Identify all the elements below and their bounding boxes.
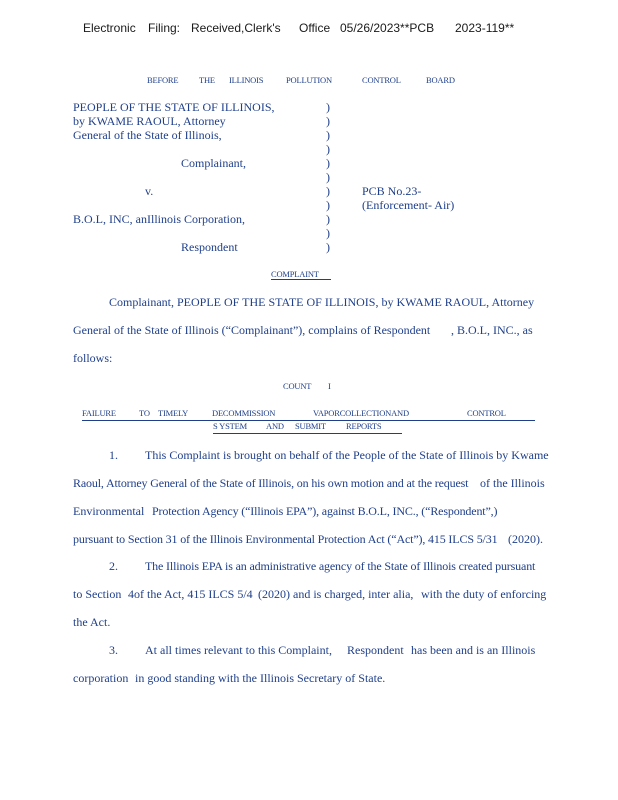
caption-paren: ) xyxy=(326,198,330,212)
count-number: I xyxy=(328,381,331,391)
intro-line2b: , B.O.L, INC., as xyxy=(451,323,533,337)
heading-the: THE xyxy=(199,75,215,85)
filing-electronic: Electronic xyxy=(83,21,136,35)
count-word: COUNT xyxy=(283,381,312,391)
count-decommission: DECOMMISSION xyxy=(212,408,276,418)
heading-before: BEFORE xyxy=(147,75,179,85)
count-to: TO xyxy=(139,408,150,418)
intro-line3: follows: xyxy=(73,351,113,365)
caption-respondent-label: Respondent xyxy=(181,240,238,254)
count-subtitle-underline-2 xyxy=(213,433,402,434)
p1-line4a: pursuant to Section 31 of the Illinois Environmental Protection Act (“Act”), 415 ILCS 5/31 xyxy=(73,532,498,546)
caption-paren: ) xyxy=(326,240,330,254)
p2-line2d: (2020) and is charged, inter alia, xyxy=(258,587,414,601)
p3-number: 3. xyxy=(109,643,118,657)
caption-case-number: PCB No.23- xyxy=(362,184,422,198)
p1-line1: This Complaint is brought on behalf of the People of the State of Illinois by Kwame xyxy=(145,448,549,462)
filing-date: 05/26/2023**PCB xyxy=(340,21,435,35)
p2-line1: The Illinois EPA is an administrative agency of the State of Illinois created pursuant xyxy=(145,559,536,573)
heading-control: CONTROL xyxy=(362,75,401,85)
p3-line1a: At all times relevant to this Complaint, xyxy=(145,643,332,657)
p1-line3b: Protection Agency (“Illinois EPA”), against B.O.L, INC., (“Respondent”,) xyxy=(152,504,498,518)
caption-paren: ) xyxy=(326,156,330,170)
p3-line1c: has been and is an Illinois xyxy=(411,643,536,657)
caption-paren: ) xyxy=(326,170,330,184)
p1-line2b: of the Illinois xyxy=(480,476,545,490)
count-and: AND xyxy=(266,421,284,431)
heading-pollution: POLLUTION xyxy=(286,75,332,85)
caption-plaintiff-line3: General of the State of Illinois, xyxy=(73,128,222,142)
filing-office: Office xyxy=(299,21,331,35)
caption-plaintiff-line1: PEOPLE OF THE STATE OF ILLINOIS, xyxy=(73,100,275,114)
caption-paren: ) xyxy=(326,114,330,128)
p2-line2c: of the Act, 415 ILCS 5/4 xyxy=(134,587,253,601)
caption-defendant: B.O.L, INC, anIllinois Corporation, xyxy=(73,212,245,226)
p2-line3: the Act. xyxy=(73,615,111,629)
caption-case-type: (Enforcement- Air) xyxy=(362,198,455,212)
p3-line2b: in good standing with the Illinois Secretary of State. xyxy=(135,671,386,685)
p3-line1b: Respondent xyxy=(347,643,404,657)
caption-paren: ) xyxy=(326,142,330,156)
filing-received: Received,Clerk's xyxy=(191,21,281,35)
count-reports: REPORTS xyxy=(346,421,382,431)
count-failure: FAILURE xyxy=(82,408,116,418)
intro-line1: Complainant, PEOPLE OF THE STATE OF ILLINOIS, by KWAME RAOUL, Attorney xyxy=(109,295,535,309)
p1-number: 1. xyxy=(109,448,118,462)
caption-versus: v. xyxy=(145,184,154,198)
filing-case-number: 2023-119** xyxy=(455,21,515,35)
caption-paren: ) xyxy=(326,226,330,240)
caption-plaintiff-line2: by KWAME RAOUL, Attorney xyxy=(73,114,226,128)
count-control: CONTROL xyxy=(467,408,506,418)
caption-paren: ) xyxy=(326,212,330,226)
count-system: S YSTEM xyxy=(213,421,247,431)
caption-paren: ) xyxy=(326,128,330,142)
caption-paren: ) xyxy=(326,100,330,114)
p2-line2a: to Section xyxy=(73,587,122,601)
p1-line3a: Environmental xyxy=(73,504,145,518)
p2-line2b: 4 xyxy=(128,587,134,601)
caption-paren-column xyxy=(326,100,330,254)
intro-line2a: General of the State of Illinois (“Complainant”), complains of Respondent xyxy=(73,323,431,337)
complaint-title: COMPLAINT xyxy=(271,269,331,280)
p1-line2a: Raoul, Attorney General of the State of Illinois, on his own motion and at the request xyxy=(73,476,469,490)
p1-line4b: (2020). xyxy=(508,532,543,546)
heading-illinois: ILLINOIS xyxy=(229,75,264,85)
p3-line2a: corporation xyxy=(73,671,129,685)
p2-number: 2. xyxy=(109,559,118,573)
caption-complainant-label: Complainant, xyxy=(181,156,246,170)
heading-board: BOARD xyxy=(426,75,455,85)
count-vapor: VAPORCOLLECTIONAND xyxy=(313,408,409,418)
count-submit: SUBMIT xyxy=(295,421,326,431)
filing-label: Filing: xyxy=(148,21,181,35)
count-timely: TIMELY xyxy=(158,408,189,418)
p2-line2e: with the duty of enforcing xyxy=(421,587,547,601)
caption-paren: ) xyxy=(326,184,330,198)
